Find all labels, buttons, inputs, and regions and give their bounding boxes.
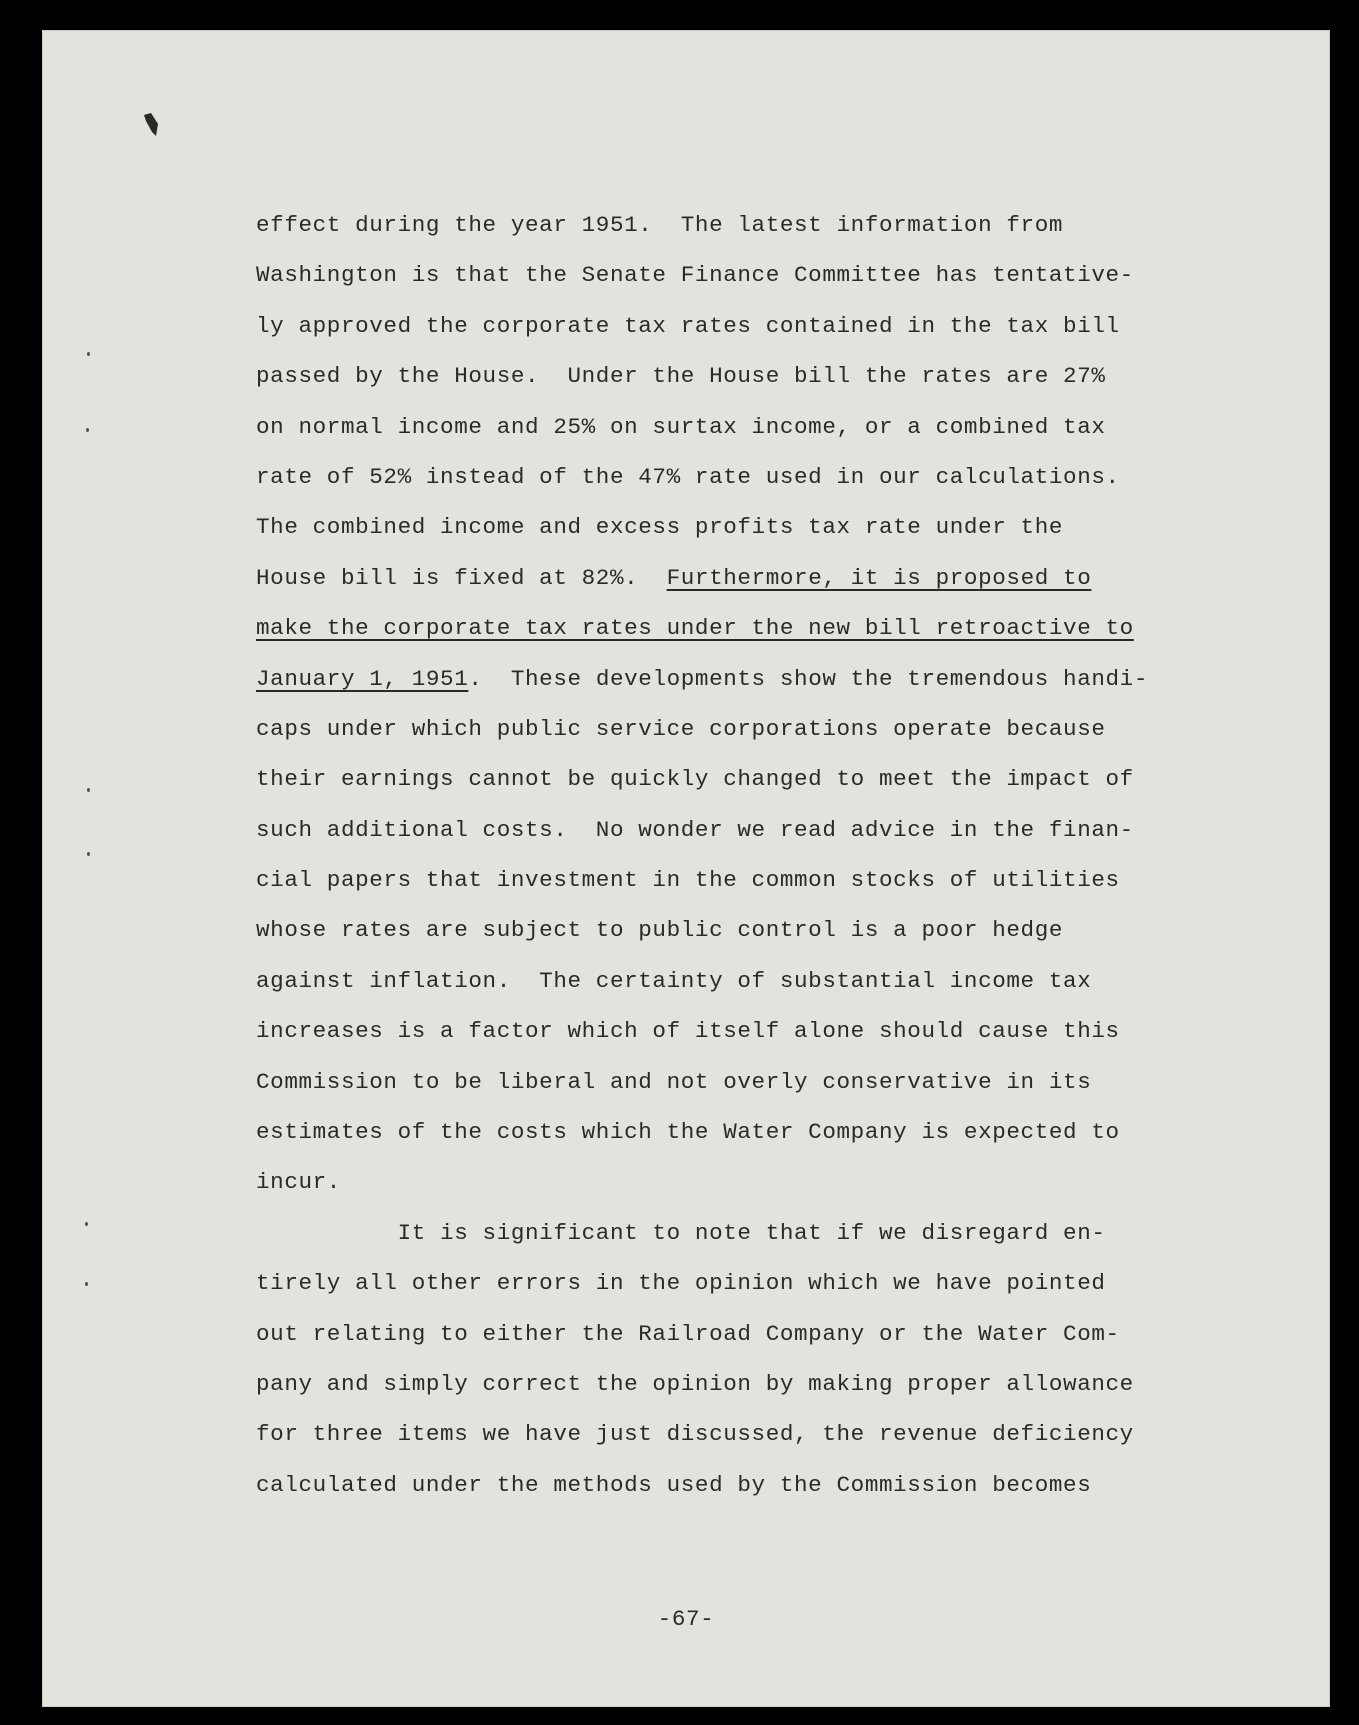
text-run: Washington is that the Senate Finance Committee has tentative- bbox=[256, 262, 1134, 289]
text-run: passed by the House. Under the House bill the rates are 27% bbox=[256, 363, 1106, 390]
text-line bbox=[256, 805, 1256, 855]
corner-ink-mark bbox=[142, 112, 160, 138]
text-run: Commission to be liberal and not overly conservative in its bbox=[256, 1068, 1092, 1095]
margin-mark bbox=[87, 852, 90, 856]
text-line bbox=[256, 855, 1256, 905]
page-number: -67- bbox=[657, 1606, 715, 1632]
underlined-text: Furthermore, it is proposed to bbox=[666, 564, 1092, 591]
underlined-text: make the corporate tax rates under the new bill retroactive to bbox=[256, 615, 1134, 642]
body-text bbox=[256, 200, 1256, 1510]
text-run: increases is a factor which of itself alone should cause this bbox=[256, 1018, 1120, 1045]
text-run: whose rates are subject to public control is a poor hedge bbox=[256, 917, 1064, 944]
text-run: such additional costs. No wonder we read advice in the finan- bbox=[256, 816, 1134, 843]
text-run: It is significant to note that if we disregard en- bbox=[256, 1219, 1106, 1246]
text-run: tirely all other errors in the opinion which we have pointed bbox=[256, 1270, 1106, 1297]
text-line bbox=[256, 1409, 1256, 1459]
text-line bbox=[256, 1107, 1256, 1157]
text-run: caps under which public service corporations operate because bbox=[256, 715, 1106, 742]
text-line bbox=[256, 1057, 1256, 1107]
text-line bbox=[256, 200, 1256, 250]
text-line bbox=[256, 603, 1256, 653]
text-line bbox=[256, 1258, 1256, 1308]
text-line bbox=[256, 754, 1256, 804]
text-line bbox=[256, 502, 1256, 552]
text-run: calculated under the methods used by the Commission becomes bbox=[256, 1471, 1092, 1498]
text-run: on normal income and 25% on surtax income, or a combined tax bbox=[256, 413, 1106, 440]
margin-mark bbox=[86, 428, 89, 432]
text-run: The combined income and excess profits tax rate under the bbox=[256, 514, 1064, 541]
text-line bbox=[256, 452, 1256, 502]
text-run: pany and simply correct the opinion by making proper allowance bbox=[256, 1370, 1134, 1397]
text-line bbox=[256, 956, 1256, 1006]
text-line bbox=[256, 654, 1256, 704]
text-line bbox=[256, 250, 1256, 300]
text-line bbox=[256, 1359, 1256, 1409]
text-run: incur. bbox=[256, 1169, 341, 1196]
text-line bbox=[256, 553, 1256, 603]
margin-mark bbox=[87, 352, 90, 356]
text-run: against inflation. The certainty of substantial income tax bbox=[256, 967, 1092, 994]
underlined-text: January 1, 1951 bbox=[256, 665, 469, 692]
text-run: effect during the year 1951. The latest information from bbox=[256, 212, 1064, 238]
text-run: ly approved the corporate tax rates contained in the tax bill bbox=[256, 312, 1120, 339]
margin-mark bbox=[85, 1222, 88, 1226]
text-line bbox=[256, 905, 1256, 955]
text-run: rate of 52% instead of the 47% rate used in our calculations. bbox=[256, 463, 1120, 490]
text-line bbox=[256, 402, 1256, 452]
text-line bbox=[256, 1460, 1256, 1510]
text-line bbox=[256, 704, 1256, 754]
text-run: House bill is fixed at 82%. bbox=[256, 564, 667, 591]
text-run: out relating to either the Railroad Company or the Water Com- bbox=[256, 1320, 1120, 1347]
text-line bbox=[256, 351, 1256, 401]
margin-mark bbox=[85, 1282, 88, 1286]
text-run: cial papers that investment in the common stocks of utilities bbox=[256, 867, 1120, 894]
text-run: . These developments show the tremendous handi- bbox=[468, 665, 1148, 692]
margin-mark bbox=[87, 788, 90, 792]
text-line bbox=[256, 1208, 1256, 1258]
text-run: estimates of the costs which the Water Company is expected to bbox=[256, 1119, 1120, 1146]
text-run: for three items we have just discussed, the revenue deficiency bbox=[256, 1421, 1134, 1448]
text-run: their earnings cannot be quickly changed to meet the impact of bbox=[256, 766, 1134, 793]
text-line bbox=[256, 1006, 1256, 1056]
text-line bbox=[256, 1157, 1256, 1207]
text-line bbox=[256, 301, 1256, 351]
text-line bbox=[256, 1309, 1256, 1359]
document-page bbox=[42, 30, 1330, 1707]
